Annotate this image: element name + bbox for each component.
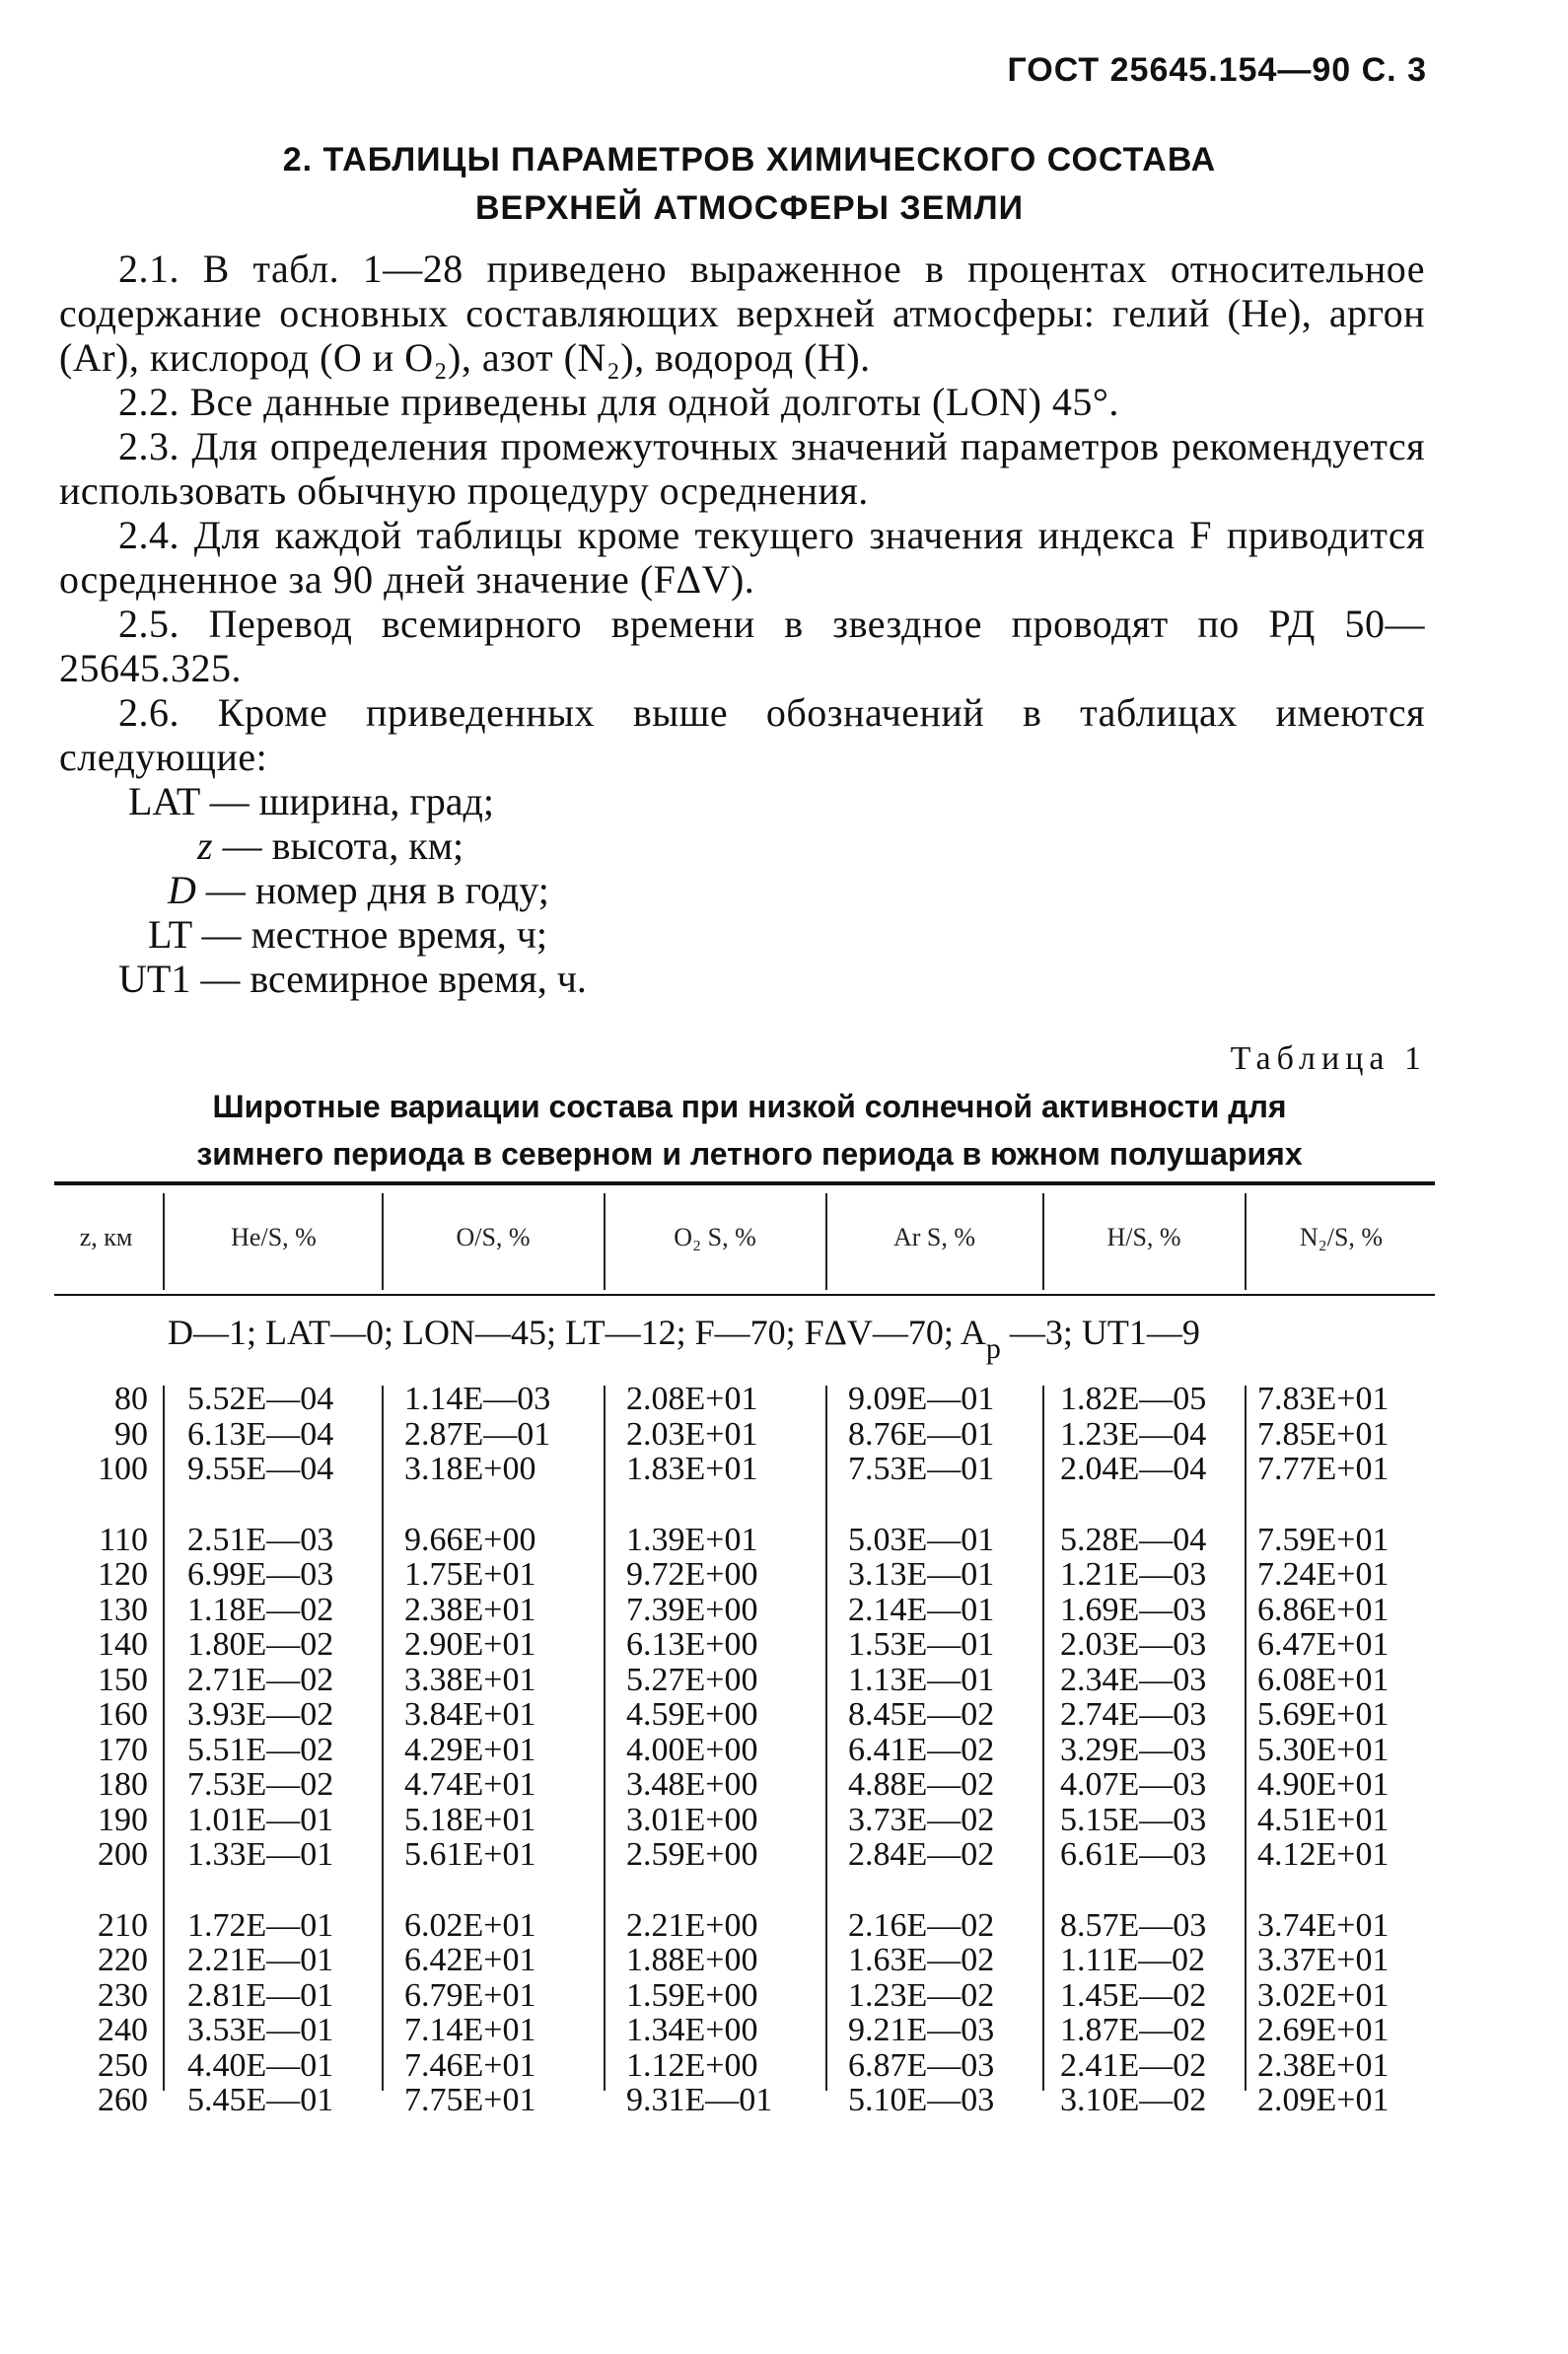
value-cell: 1.18E—02 <box>187 1591 334 1628</box>
value-cell: 2.08E+01 <box>626 1381 758 1417</box>
column-divider <box>825 1193 827 1290</box>
value-cell: 2.71E—02 <box>187 1661 334 1698</box>
altitude-cell: 230 <box>98 1976 148 2014</box>
value-cell: 2.34E—03 <box>1060 1661 1207 1698</box>
altitude-cell: 210 <box>98 1906 148 1944</box>
altitude-cell: 150 <box>98 1661 148 1698</box>
value-cell: 4.51E+01 <box>1257 1801 1390 1838</box>
value-cell: 5.45E—01 <box>187 2082 334 2118</box>
definition-item <box>59 823 1425 868</box>
definition-item <box>59 912 1425 957</box>
value-cell: 6.08E+01 <box>1257 1661 1390 1698</box>
altitude-cell: 170 <box>98 1731 148 1768</box>
value-cell: 1.45E—02 <box>1060 1976 1207 2014</box>
column-divider <box>1245 1193 1247 1290</box>
value-cell: 8.57E—03 <box>1060 1906 1207 1944</box>
table-caption <box>0 1083 1499 1177</box>
value-cell: 1.01E—01 <box>187 1801 334 1838</box>
value-cell: 6.87E—03 <box>848 2046 995 2084</box>
conditions-tail: —3; UT1—9 <box>1000 1313 1200 1352</box>
value-cell: 4.40E—01 <box>187 2046 334 2084</box>
value-cell: 2.74E—03 <box>1060 1696 1207 1733</box>
definition-desc: — высота, км; <box>212 823 464 868</box>
value-cell: 6.79E+01 <box>404 1976 536 2014</box>
body-column-divider <box>825 1386 827 2091</box>
value-cell: 3.02E+01 <box>1257 1976 1390 2014</box>
value-cell: 3.01E+00 <box>626 1801 758 1838</box>
value-cell: 9.72E+00 <box>626 1556 758 1593</box>
column-divider <box>604 1193 606 1290</box>
altitude-cell: 190 <box>98 1801 148 1838</box>
value-cell: 2.03E+01 <box>626 1415 758 1453</box>
value-cell: 1.63E—02 <box>848 1942 995 1978</box>
value-cell: 2.21E—01 <box>187 1942 334 1978</box>
value-cell: 3.13E—01 <box>848 1556 995 1593</box>
column-header-ar: Ar S, % <box>892 1223 976 1251</box>
value-cell: 6.02E+01 <box>404 1906 536 1944</box>
value-cell: 1.13E—01 <box>848 1661 995 1698</box>
column-header-o: O/S, % <box>456 1223 531 1251</box>
value-cell: 3.29E—03 <box>1060 1731 1207 1768</box>
value-cell: 2.03E—03 <box>1060 1626 1207 1663</box>
column-header-he: He/S, % <box>231 1223 317 1251</box>
value-cell: 2.90E+01 <box>404 1626 536 1663</box>
value-cell: 7.24E+01 <box>1257 1556 1390 1593</box>
section-title-line: 2. ТАБЛИЦЫ ПАРАМЕТРОВ ХИМИЧЕСКОГО СОСТАВА <box>282 141 1217 178</box>
value-cell: 1.39E+01 <box>626 1521 758 1558</box>
paragraph-2-4: 2.4. Для каждой таблицы кроме текущего значения индекса F приводится осредненное за 90 дней значение (FΔV). <box>59 513 1425 602</box>
value-cell: 8.45E—02 <box>848 1696 995 1733</box>
column-divider <box>1042 1193 1044 1290</box>
altitude-cell: 240 <box>98 2012 148 2048</box>
altitude-cell: 90 <box>114 1415 148 1453</box>
paragraph-2-6: 2.6. Кроме приведенных выше обозначений в таблицах имеются следующие: <box>59 690 1425 779</box>
body-column-divider <box>163 1386 165 2091</box>
value-cell: 1.33E—01 <box>187 1836 334 1873</box>
value-cell: 6.86E+01 <box>1257 1591 1390 1628</box>
table-header-rule <box>54 1294 1435 1296</box>
definition-term: z <box>197 823 213 868</box>
value-cell: 6.99E—03 <box>187 1556 334 1593</box>
definition-item <box>59 779 1425 823</box>
table-caption-line: Широтные вариации состава при низкой солнечной активности для <box>212 1089 1287 1124</box>
altitude-cell: 140 <box>98 1626 148 1663</box>
definition-term: UT1 <box>118 957 191 1001</box>
value-cell: 2.38E+01 <box>404 1591 536 1628</box>
altitude-cell: 250 <box>98 2046 148 2084</box>
column-divider <box>382 1193 384 1290</box>
value-cell: 7.75E+01 <box>404 2082 536 2118</box>
page-header: ГОСТ 25645.154—90 С. 3 <box>1007 51 1427 89</box>
value-cell: 6.47E+01 <box>1257 1626 1390 1663</box>
conditions-main: D—1; LAT—0; LON—45; LT—12; F—70; FΔV—70; A <box>168 1313 986 1352</box>
altitude-cell: 180 <box>98 1766 148 1803</box>
value-cell: 2.84E—02 <box>848 1836 995 1873</box>
value-cell: 4.90E+01 <box>1257 1766 1390 1803</box>
paragraph-2-5: 2.5. Перевод всемирного времени в звездное проводят по РД 50—25645.325. <box>59 602 1425 690</box>
paragraph-2-1: 2.1. В табл. 1—28 приведено выраженное в процентах относительное содержание основных составляющих верхней атмосферы: гелий (He), аргон (Ar), кислород (O и O₂), азот (N₂), водород (H). <box>59 247 1425 380</box>
column-divider <box>163 1193 165 1290</box>
value-cell: 9.09E—01 <box>848 1381 995 1417</box>
value-cell: 1.14E—03 <box>404 1381 551 1417</box>
value-cell: 2.16E—02 <box>848 1906 995 1944</box>
value-cell: 4.88E—02 <box>848 1766 995 1803</box>
value-cell: 1.80E—02 <box>187 1626 334 1663</box>
value-cell: 5.03E—01 <box>848 1521 995 1558</box>
value-cell: 6.41E—02 <box>848 1731 995 1768</box>
value-cell: 5.27E+00 <box>626 1661 758 1698</box>
value-cell: 7.77E+01 <box>1257 1451 1390 1487</box>
value-cell: 3.10E—02 <box>1060 2082 1207 2118</box>
value-cell: 1.75E+01 <box>404 1556 536 1593</box>
value-cell: 9.55E—04 <box>187 1451 334 1487</box>
paragraph-2-3: 2.3. Для определения промежуточных значений параметров рекомендуется использовать обычную процедуру осреднения. <box>59 424 1425 513</box>
value-cell: 3.18E+00 <box>404 1451 536 1487</box>
definition-desc: — местное время, ч; <box>191 912 548 957</box>
value-cell: 7.39E+00 <box>626 1591 758 1628</box>
value-cell: 1.21E—03 <box>1060 1556 1207 1593</box>
value-cell: 1.87E—02 <box>1060 2012 1207 2048</box>
value-cell: 8.76E—01 <box>848 1415 995 1453</box>
definition-term: D <box>168 868 196 912</box>
definitions-list <box>59 779 1425 1001</box>
value-cell: 3.73E—02 <box>848 1801 995 1838</box>
altitude-cell: 80 <box>114 1381 148 1417</box>
altitude-cell: 200 <box>98 1836 148 1873</box>
value-cell: 2.59E+00 <box>626 1836 758 1873</box>
altitude-cell: 110 <box>99 1521 148 1558</box>
paragraph-2-2: 2.2. Все данные приведены для одной долготы (LON) 45°. <box>118 380 1119 424</box>
table-number: Таблица 1 <box>1230 1040 1427 1077</box>
altitude-cell: 120 <box>98 1556 148 1593</box>
value-cell: 5.61E+01 <box>404 1836 536 1873</box>
value-cell: 5.30E+01 <box>1257 1731 1390 1768</box>
table-conditions <box>168 1312 1200 1366</box>
value-cell: 7.59E+01 <box>1257 1521 1390 1558</box>
value-cell: 5.52E—04 <box>187 1381 334 1417</box>
value-cell: 5.10E—03 <box>848 2082 995 2118</box>
value-cell: 1.72E—01 <box>187 1906 334 1944</box>
value-cell: 6.42E+01 <box>404 1942 536 1978</box>
value-cell: 5.15E—03 <box>1060 1801 1207 1838</box>
value-cell: 5.51E—02 <box>187 1731 334 1768</box>
column-header-h: H/S, % <box>1106 1223 1181 1251</box>
column-header-z: z, км <box>79 1223 133 1251</box>
value-cell: 2.09E+01 <box>1257 2082 1390 2118</box>
altitude-cell: 130 <box>98 1591 148 1628</box>
value-cell: 9.21E—03 <box>848 2012 995 2048</box>
value-cell: 5.18E+01 <box>404 1801 536 1838</box>
value-cell: 1.11E—02 <box>1060 1942 1206 1978</box>
value-cell: 1.82E—05 <box>1060 1381 1207 1417</box>
value-cell: 1.23E—04 <box>1060 1415 1207 1453</box>
value-cell: 1.83E+01 <box>626 1451 758 1487</box>
value-cell: 2.14E—01 <box>848 1591 995 1628</box>
value-cell: 1.88E+00 <box>626 1942 758 1978</box>
value-cell: 2.87E—01 <box>404 1415 551 1453</box>
value-cell: 1.23E—02 <box>848 1976 995 2014</box>
value-cell: 6.61E—03 <box>1060 1836 1207 1873</box>
altitude-cell: 160 <box>98 1696 148 1733</box>
value-cell: 3.38E+01 <box>404 1661 536 1698</box>
value-cell: 7.53E—02 <box>187 1766 334 1803</box>
altitude-cell: 100 <box>98 1451 148 1487</box>
value-cell: 3.74E+01 <box>1257 1906 1390 1944</box>
table-caption-line: зимнего периода в северном и летного периода в южном полушариях <box>196 1136 1303 1172</box>
value-cell: 6.13E+00 <box>626 1626 758 1663</box>
value-cell: 4.07E—03 <box>1060 1766 1207 1803</box>
value-cell: 4.59E+00 <box>626 1696 758 1733</box>
value-cell: 7.83E+01 <box>1257 1381 1390 1417</box>
value-cell: 2.04E—04 <box>1060 1451 1207 1487</box>
value-cell: 2.38E+01 <box>1257 2046 1390 2084</box>
table-top-rule <box>54 1181 1435 1185</box>
value-cell: 7.85E+01 <box>1257 1415 1390 1453</box>
column-header-n2: N₂/S, % <box>1299 1223 1384 1251</box>
value-cell: 2.41E—02 <box>1060 2046 1207 2084</box>
section-title <box>0 136 1499 233</box>
body-column-divider <box>604 1386 606 2091</box>
altitude-cell: 260 <box>98 2082 148 2118</box>
value-cell: 2.81E—01 <box>187 1976 334 2014</box>
value-cell: 3.93E—02 <box>187 1696 334 1733</box>
value-cell: 7.14E+01 <box>404 2012 536 2048</box>
value-cell: 7.53E—01 <box>848 1451 995 1487</box>
value-cell: 6.13E—04 <box>187 1415 334 1453</box>
value-cell: 4.00E+00 <box>626 1731 758 1768</box>
value-cell: 4.12E+01 <box>1257 1836 1390 1873</box>
definition-desc: — номер дня в году; <box>195 868 549 912</box>
value-cell: 9.31E—01 <box>626 2082 773 2118</box>
value-cell: 3.53E—01 <box>187 2012 334 2048</box>
column-header-o2: O₂ S, % <box>674 1223 756 1251</box>
value-cell: 3.48E+00 <box>626 1766 758 1803</box>
definition-desc: — ширина, град; <box>199 779 495 823</box>
value-cell: 1.53E—01 <box>848 1626 995 1663</box>
value-cell: 2.51E—03 <box>187 1521 334 1558</box>
definition-term: LT <box>148 912 192 957</box>
conditions-sub: p <box>985 1332 1001 1365</box>
value-cell: 2.21E+00 <box>626 1906 758 1944</box>
definition-desc: — всемирное время, ч. <box>190 957 587 1001</box>
value-cell: 3.37E+01 <box>1257 1942 1390 1978</box>
value-cell: 1.12E+00 <box>626 2046 758 2084</box>
value-cell: 2.69E+01 <box>1257 2012 1390 2048</box>
value-cell: 7.46E+01 <box>404 2046 536 2084</box>
value-cell: 5.69E+01 <box>1257 1696 1390 1733</box>
value-cell: 5.28E—04 <box>1060 1521 1207 1558</box>
value-cell: 4.74E+01 <box>404 1766 536 1803</box>
definition-item <box>59 957 1425 1001</box>
definition-term: LAT <box>128 779 200 823</box>
section-title-line: ВЕРХНЕЙ АТМОСФЕРЫ ЗЕМЛИ <box>474 189 1025 227</box>
value-cell: 1.34E+00 <box>626 2012 758 2048</box>
value-cell: 9.66E+00 <box>404 1521 536 1558</box>
value-cell: 3.84E+01 <box>404 1696 536 1733</box>
value-cell: 4.29E+01 <box>404 1731 536 1768</box>
value-cell: 1.59E+00 <box>626 1976 758 2014</box>
value-cell: 1.69E—03 <box>1060 1591 1207 1628</box>
body-text <box>59 247 1425 1001</box>
definition-item <box>59 868 1425 912</box>
altitude-cell: 220 <box>98 1942 148 1978</box>
